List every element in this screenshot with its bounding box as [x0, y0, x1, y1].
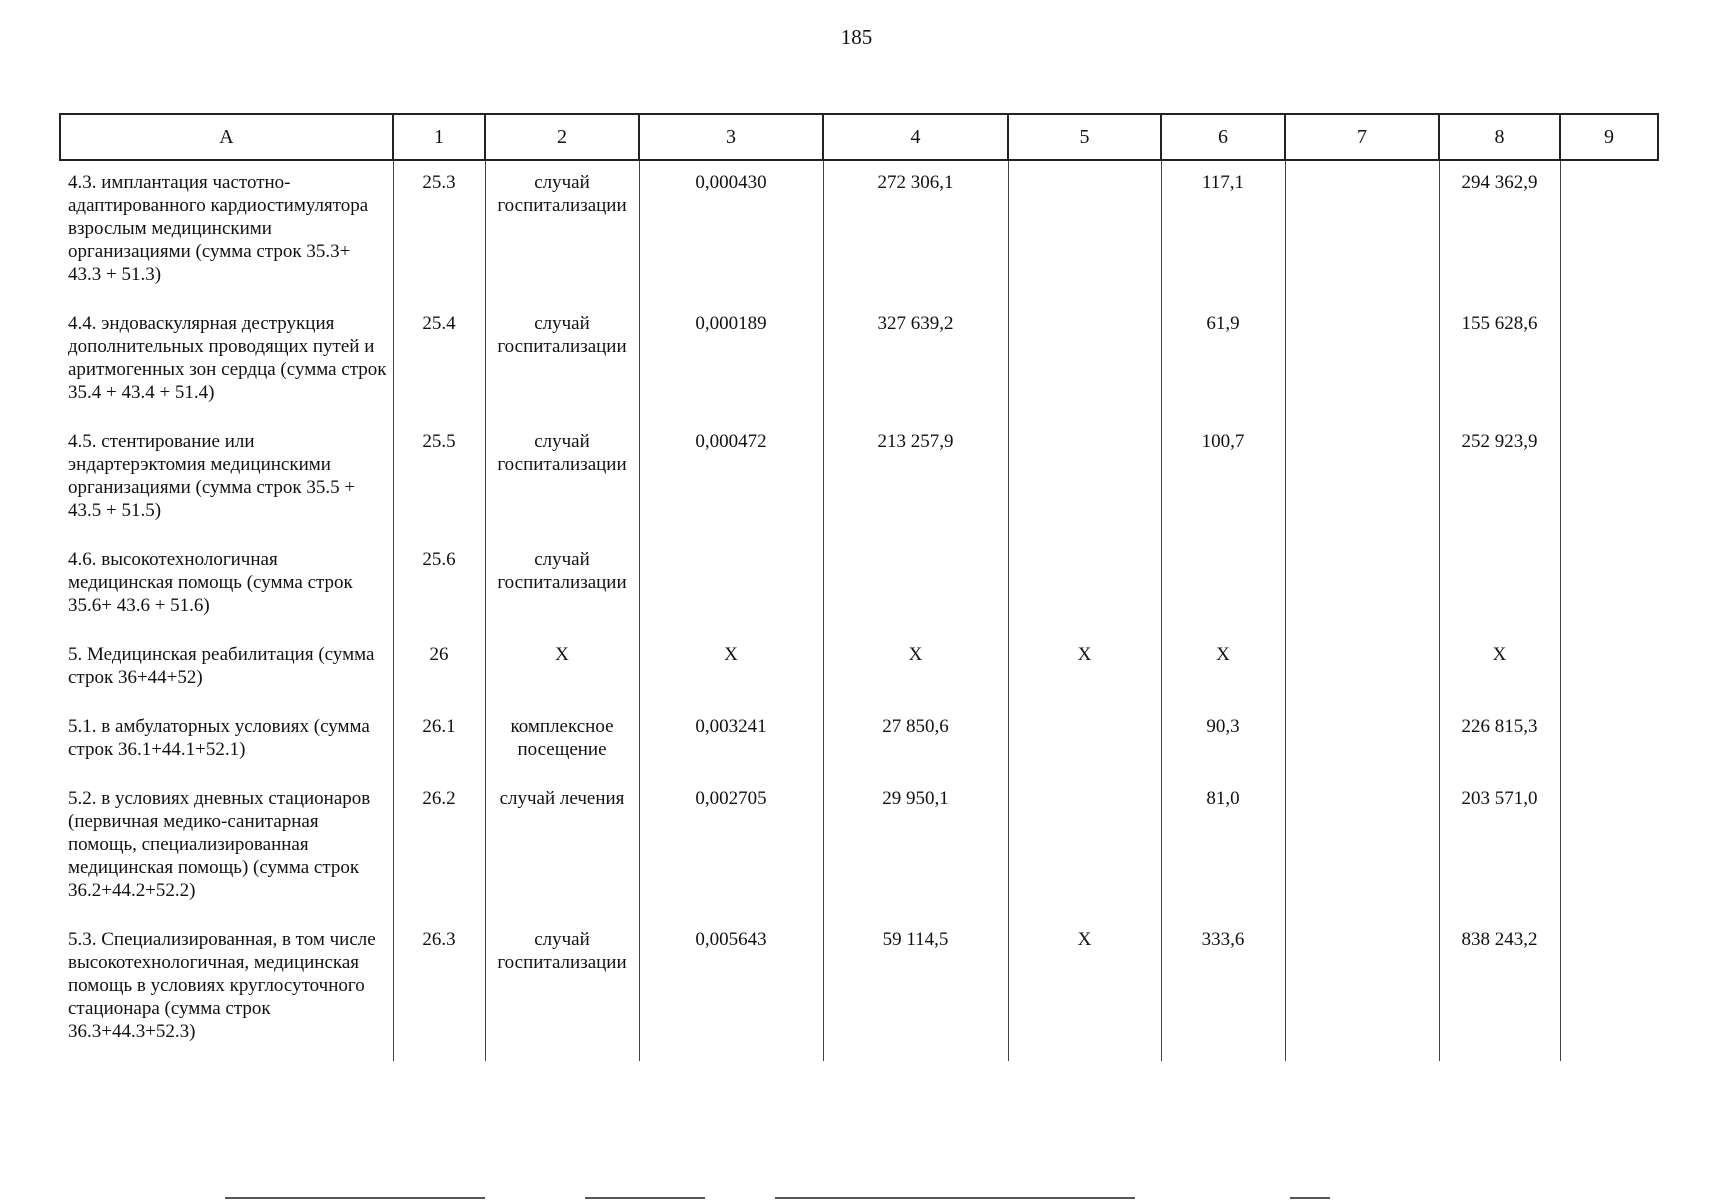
- col-header-9: 9: [1560, 114, 1658, 160]
- row-col4: 29 950,1: [823, 779, 1008, 920]
- row-col6: Х: [1161, 635, 1285, 707]
- row-name: 4.4. эндоваскулярная деструкция дополнительных проводящих путей и аритмогенных зон сердца (сумма строк 35.4 + 43.4 + 51.4): [68, 313, 387, 403]
- row-name: 4.3. имплантация частотно-адаптированного кардиостимулятора взрослым медицинскими организациями (сумма строк 35.3+ 43.3 + 51.3): [68, 172, 369, 285]
- row-col9: [1560, 160, 1658, 304]
- row-col5: [1008, 422, 1161, 540]
- row-col7: [1285, 160, 1439, 304]
- col-header-2: 2: [485, 114, 639, 160]
- row-col7: [1285, 422, 1439, 540]
- col-header-3: 3: [639, 114, 823, 160]
- row-col5: [1008, 707, 1161, 779]
- row-col9: [1560, 422, 1658, 540]
- row-col3: 0,000472: [639, 422, 823, 540]
- row-col9: [1560, 779, 1658, 920]
- row-col9: [1560, 707, 1658, 779]
- row-col3: [639, 540, 823, 635]
- table-row: [60, 920, 1658, 1061]
- col-header-a: А: [60, 114, 393, 160]
- row-code: 25.4: [393, 304, 485, 422]
- row-col7: [1285, 304, 1439, 422]
- table-row: [60, 779, 1658, 920]
- row-col8: 155 628,6: [1439, 304, 1560, 422]
- row-col3: 0,000430: [639, 160, 823, 304]
- row-col4: [823, 540, 1008, 635]
- row-col4: Х: [823, 635, 1008, 707]
- row-col4: 59 114,5: [823, 920, 1008, 1061]
- row-name: 5.3. Специализированная, в том числе высокотехнологичная, медицинская помощь в условиях круглосуточного стационара (сумма строк 36.3+44.3+52.3): [68, 929, 376, 1042]
- row-name: 5.2. в условиях дневных стационаров (первичная медико-санитарная помощь, специализированная медицинская помощь) (сумма строк 36.2+44.2+52.2): [68, 788, 371, 901]
- row-col8: 294 362,9: [1439, 160, 1560, 304]
- col-header-8: 8: [1439, 114, 1560, 160]
- row-col7: [1285, 635, 1439, 707]
- row-col7: [1285, 540, 1439, 635]
- row-code: 26: [393, 635, 485, 707]
- header-row: [60, 114, 1658, 160]
- row-col6: [1161, 540, 1285, 635]
- row-col8: 203 571,0: [1439, 779, 1560, 920]
- row-col7: [1285, 920, 1439, 1061]
- row-col8: 838 243,2: [1439, 920, 1560, 1061]
- table-row: [60, 540, 1658, 635]
- row-col9: [1560, 304, 1658, 422]
- table-row: [60, 707, 1658, 779]
- row-col9: [1560, 920, 1658, 1061]
- row-unit: случай госпитализации: [485, 422, 639, 540]
- row-col6: 333,6: [1161, 920, 1285, 1061]
- col-header-1: 1: [393, 114, 485, 160]
- row-col7: [1285, 779, 1439, 920]
- row-col6: 117,1: [1161, 160, 1285, 304]
- col-header-5: 5: [1008, 114, 1161, 160]
- row-col8: [1439, 540, 1560, 635]
- row-col6: 100,7: [1161, 422, 1285, 540]
- row-unit: случай госпитализации: [485, 160, 639, 304]
- row-code: 26.3: [393, 920, 485, 1061]
- row-col5: Х: [1008, 920, 1161, 1061]
- row-col3: 0,002705: [639, 779, 823, 920]
- row-code: 25.3: [393, 160, 485, 304]
- page-number: 185: [840, 25, 873, 49]
- row-code: 25.6: [393, 540, 485, 635]
- row-name: 4.6. высокотехнологичная медицинская помощь (сумма строк 35.6+ 43.6 + 51.6): [68, 549, 353, 616]
- table-row: [60, 304, 1658, 422]
- row-unit: Х: [485, 635, 639, 707]
- row-col6: 90,3: [1161, 707, 1285, 779]
- row-col3: 0,000189: [639, 304, 823, 422]
- row-col6: 81,0: [1161, 779, 1285, 920]
- col-header-7: 7: [1285, 114, 1439, 160]
- row-col5: [1008, 160, 1161, 304]
- row-col5: [1008, 304, 1161, 422]
- row-name: 5. Медицинская реабилитация (сумма строк 36+44+52): [68, 644, 375, 688]
- row-col5: [1008, 540, 1161, 635]
- table-row: [60, 160, 1658, 304]
- row-code: 26.1: [393, 707, 485, 779]
- row-col7: [1285, 707, 1439, 779]
- row-col6: 61,9: [1161, 304, 1285, 422]
- row-unit: комплексное посещение: [485, 707, 639, 779]
- row-name: 4.5. стентирование или эндартерэктомия медицинскими организациями (сумма строк 35.5 + 43.5 + 51.5): [68, 431, 356, 521]
- row-col4: 213 257,9: [823, 422, 1008, 540]
- row-code: 26.2: [393, 779, 485, 920]
- col-header-6: 6: [1161, 114, 1285, 160]
- row-col4: 327 639,2: [823, 304, 1008, 422]
- row-unit: случай госпитализации: [485, 920, 639, 1061]
- row-code: 25.5: [393, 422, 485, 540]
- row-col8: 226 815,3: [1439, 707, 1560, 779]
- col-header-4: 4: [823, 114, 1008, 160]
- row-col3: 0,003241: [639, 707, 823, 779]
- data-table: [59, 113, 1659, 1061]
- row-col8: 252 923,9: [1439, 422, 1560, 540]
- row-col9: [1560, 540, 1658, 635]
- row-col3: 0,005643: [639, 920, 823, 1061]
- row-col4: 272 306,1: [823, 160, 1008, 304]
- table-row: [60, 635, 1658, 707]
- row-unit: случай госпитализации: [485, 540, 639, 635]
- row-name: 5.1. в амбулаторных условиях (сумма строк 36.1+44.1+52.1): [68, 716, 370, 760]
- row-col5: Х: [1008, 635, 1161, 707]
- row-col5: [1008, 779, 1161, 920]
- row-col4: 27 850,6: [823, 707, 1008, 779]
- row-col9: [1560, 635, 1658, 707]
- row-unit: случай госпитализации: [485, 304, 639, 422]
- row-unit: случай лечения: [485, 779, 639, 920]
- row-col3: Х: [639, 635, 823, 707]
- row-col8: Х: [1439, 635, 1560, 707]
- table-row: [60, 422, 1658, 540]
